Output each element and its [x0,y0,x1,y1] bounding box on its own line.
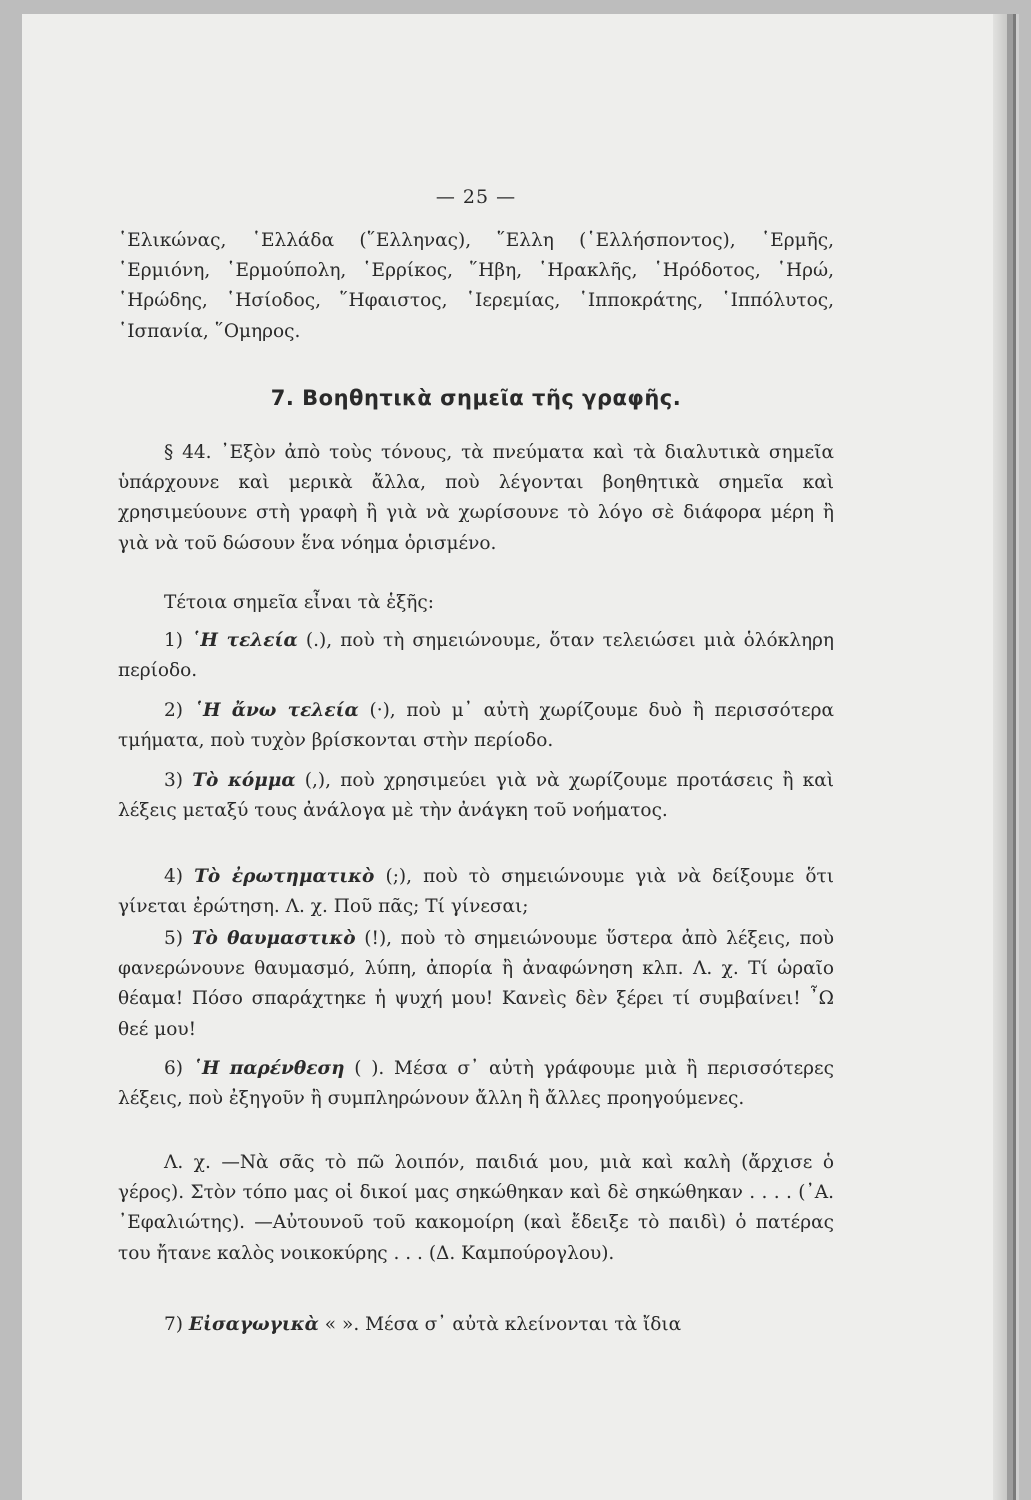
item-2 [118,696,834,756]
item-term: ῾Η τελεία [191,630,298,651]
page-number: — 25 — [435,186,517,208]
item-text: (!), ποὺ τὸ σημειώνουμε ὕστερα ἀπὸ λέξεις, ποὺ φανερώνουνε θαυμασμό, λύπη, ἀπορία ἢ ἀναφώνηση κλπ. Λ. χ. Τί ὡραῖο θέαμα! Πόσο σπαράχτηκε ἡ ψυχή μου! Κανεὶς δὲν ξέρει τί συμβαίνει! ῏Ω θεέ μου! [118,928,834,1040]
item-text: (,), ποὺ χρησιμεύει γιὰ νὰ χωρίζουμε προτάσεις ἢ καὶ λέξεις μεταξύ τους ἀνάλογα μὲ τὴν ἀνάγκη τοῦ νοήματος. [118,770,834,822]
item-text: « ». Μέσα σ᾿ αὐτὰ κλείνονται τὰ ἴδια [318,1314,682,1335]
list-item [118,862,834,922]
example-block [118,1148,834,1269]
list-item [118,626,834,686]
list-item [118,1310,834,1340]
item-number: 4) [164,866,183,887]
item-number: 2) [164,700,183,721]
item-term: ῾Η παρένθεση [192,1058,345,1079]
intro-block [118,438,834,559]
item-6 [118,1054,834,1114]
list-item [118,1054,834,1114]
item-number: 5) [164,928,183,949]
item-number: 3) [164,770,183,791]
list-intro-block [118,588,834,618]
item-1 [118,626,834,686]
item-number: 1) [164,630,183,651]
page-edge [993,14,1007,1500]
list-item [118,696,834,756]
intro-paragraph: § 44. ᾿Εξὸν ἀπὸ τοὺς τόνους, τὰ πνεύματα καὶ τὰ διαλυτικὰ σημεῖα ὑπάρχουνε καὶ μερικὰ ἄλλα, ποὺ λέγονται βοηθητικὰ σημεῖα καὶ χρησιμεύουνε στὴ γραφὴ ἢ γιὰ νὰ χωρίσουνε τὸ λόγο σὲ διάφορα μέρη ἢ γιὰ νὰ τοῦ δώσουν ἕνα νόημα ὁρισμένο. [118,442,834,554]
book-page [22,14,1013,1500]
item-3 [118,766,834,826]
names-paragraph: ῾Ελικώνας, ῾Ελλάδα (῞Ελληνας), ῞Ελλη (῾Ελλήσποντος), ῾Ερμῆς, ῾Ερμιόνη, ῾Ερμούπολη, ῾Ερρίκος, ῞Ηβη, ῾Ηρακλῆς, ῾Ηρόδοτος, ῾Ηρώ, ῾Ηρώδης, ῾Ησίοδος, ῞Ηφαιστος, ῾Ιερεμίας, ῾Ιπποκράτης, ῾Ιππόλυτος, ῾Ισπανία, ῞Ομηρος. [118,230,834,342]
item-term: Τὸ ἐρωτηματικὸ [194,866,375,887]
item-7 [118,1310,834,1340]
list-intro: Τέτοια σημεῖα εἶναι τὰ ἑξῆς: [164,592,434,613]
item-term: Τὸ κόμμα [192,770,296,791]
item-term: Τὸ θαυμαστικὸ [191,928,356,949]
section-heading: 7. Βοηθητικὰ σημεῖα τῆς γραφῆς. [270,386,682,410]
list-item [118,924,834,1045]
item-4 [118,862,834,922]
item-number: 7) [164,1314,183,1335]
item-5 [118,924,834,1045]
item-text: ( ). Μέσα σ᾿ αὐτὴ γράφουμε μιὰ ἢ περισσότερες λέξεις, ποὺ ἐξηγοῦν ἢ συμπληρώνουν ἄλλη ἢ ἄλλες προηγούμενες. [118,1058,834,1110]
item-text: (;), ποὺ τὸ σημειώνουμε γιὰ νὰ δείξουμε ὅτι γίνεται ἐρώτηση. Λ. χ. Ποῦ πᾶς; Τί γίνεσαι; [118,866,834,918]
item-text: (.), ποὺ τὴ σημειώνουμε, ὅταν τελειώσει μιὰ ὁλόκληρη περίοδο. [118,630,834,682]
item-term: Εἰσαγωγικὰ [188,1314,319,1335]
item-number: 6) [164,1058,183,1079]
list-item [118,766,834,826]
names-block [118,226,834,347]
item-text: (·), ποὺ μ᾿ αὐτὴ χωρίζουμε δυὸ ἢ περισσότερα τμήματα, ποὺ τυχὸν βρίσκονται στὴν περίοδο. [118,700,835,752]
example-paragraph: Λ. χ. —Νὰ σᾶς τὸ πῶ λοιπόν, παιδιά μου, μιὰ καὶ καλὴ (ἄρχισε ὁ γέρος). Στὸν τόπο μας οἱ δικοί μας σηκώθηκαν καὶ δὲ σηκώθηκαν . . . . (᾿Α. ᾿Εφαλιώτης). —Αὐτουνοῦ τοῦ κακομοίρη (καὶ ἔδειξε τὸ παιδὶ) ὁ πατέρας του ἤτανε καλὸς νοικοκύρης . . . (Δ. Καμπούρογλου). [118,1152,834,1264]
item-term: ῾Η ἄνω τελεία [193,700,359,721]
